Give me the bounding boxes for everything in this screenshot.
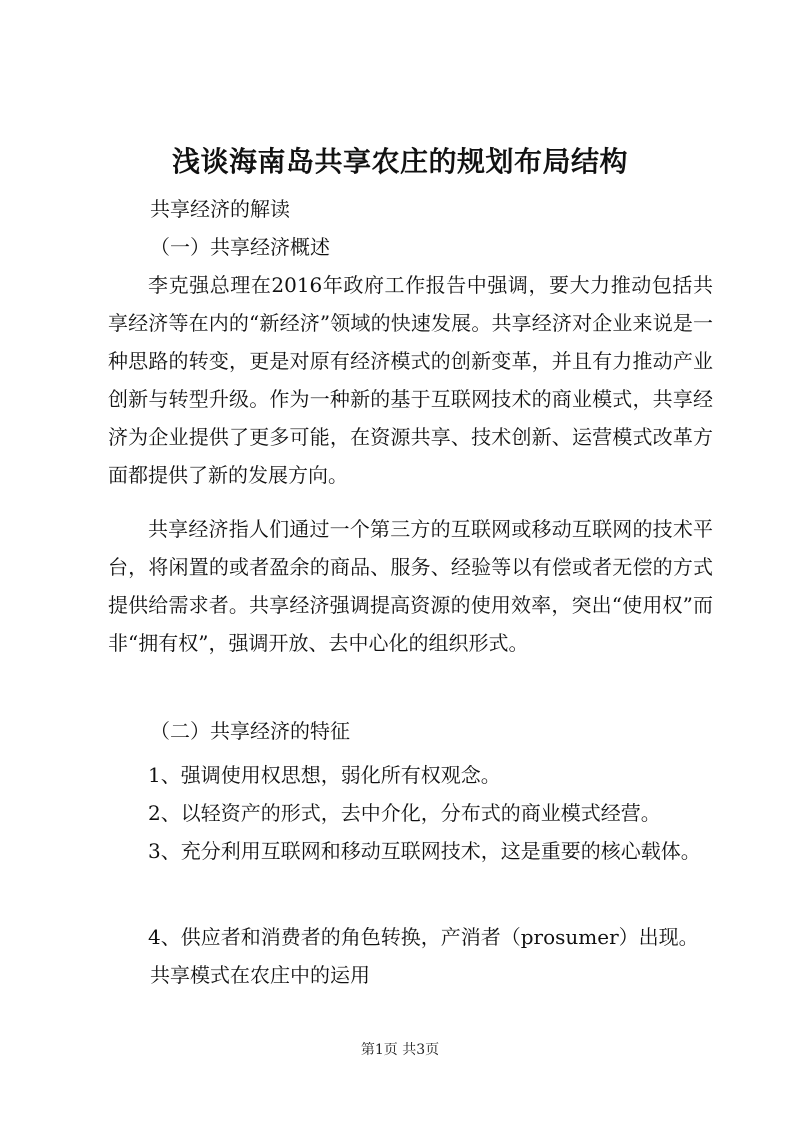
paragraph-overview-1 [108, 266, 713, 494]
subsection-heading-overview: （一）共享经济概述 [150, 235, 330, 259]
subsection-heading-features: （二）共享经济的特征 [150, 719, 350, 743]
list-item [108, 832, 713, 870]
section-heading-sharing-economy: 共享经济的解读 [150, 197, 290, 221]
list-item [108, 918, 713, 956]
page-footer: 第1页 共3页 [360, 1042, 440, 1058]
feature-item-3: 3、充分利用互联网和移动互联网技术，这是重要的核心载体。 [148, 839, 701, 863]
paragraph-text: 李克强总理在2016年政府工作报告中强调，要大力推动包括共享经济等在内的“新经济”领域的快速发展。共享经济对企业来说是一种思路的转变，更是对原有经济模式的创新变革，并且有力推动产业创新与转型升级。作为一种新的基于互联网技术的商业模式，共享经济为企业提供了更多可能，在资源共享、技术创新、运营模式改革方面都提供了新的发展方向。 [108, 273, 713, 487]
list-item [108, 794, 713, 832]
paragraph-overview-2 [108, 510, 713, 662]
feature-item-2: 2、以轻资产的形式，去中介化，分布式的商业模式经营。 [148, 801, 661, 825]
list-item [108, 756, 713, 794]
section-heading-application: 共享模式在农庄中的运用 [150, 963, 370, 987]
feature-item-4: 4、供应者和消费者的角色转换，产消者（prosumer）出现。 [148, 925, 699, 949]
feature-item-1: 1、强调使用权思想，弱化所有权观念。 [148, 763, 501, 787]
paragraph-text: 共享经济指人们通过一个第三方的互联网或移动互联网的技术平台，将闲置的或者盈余的商品、服务、经验等以有偿或者无偿的方式提供给需求者。共享经济强调提高资源的使用效率，突出“使用权”而非“拥有权”，强调开放、去中心化的组织形式。 [108, 517, 713, 655]
document-title: 浅谈海南岛共享农庄的规划布局结构 [171, 145, 628, 178]
